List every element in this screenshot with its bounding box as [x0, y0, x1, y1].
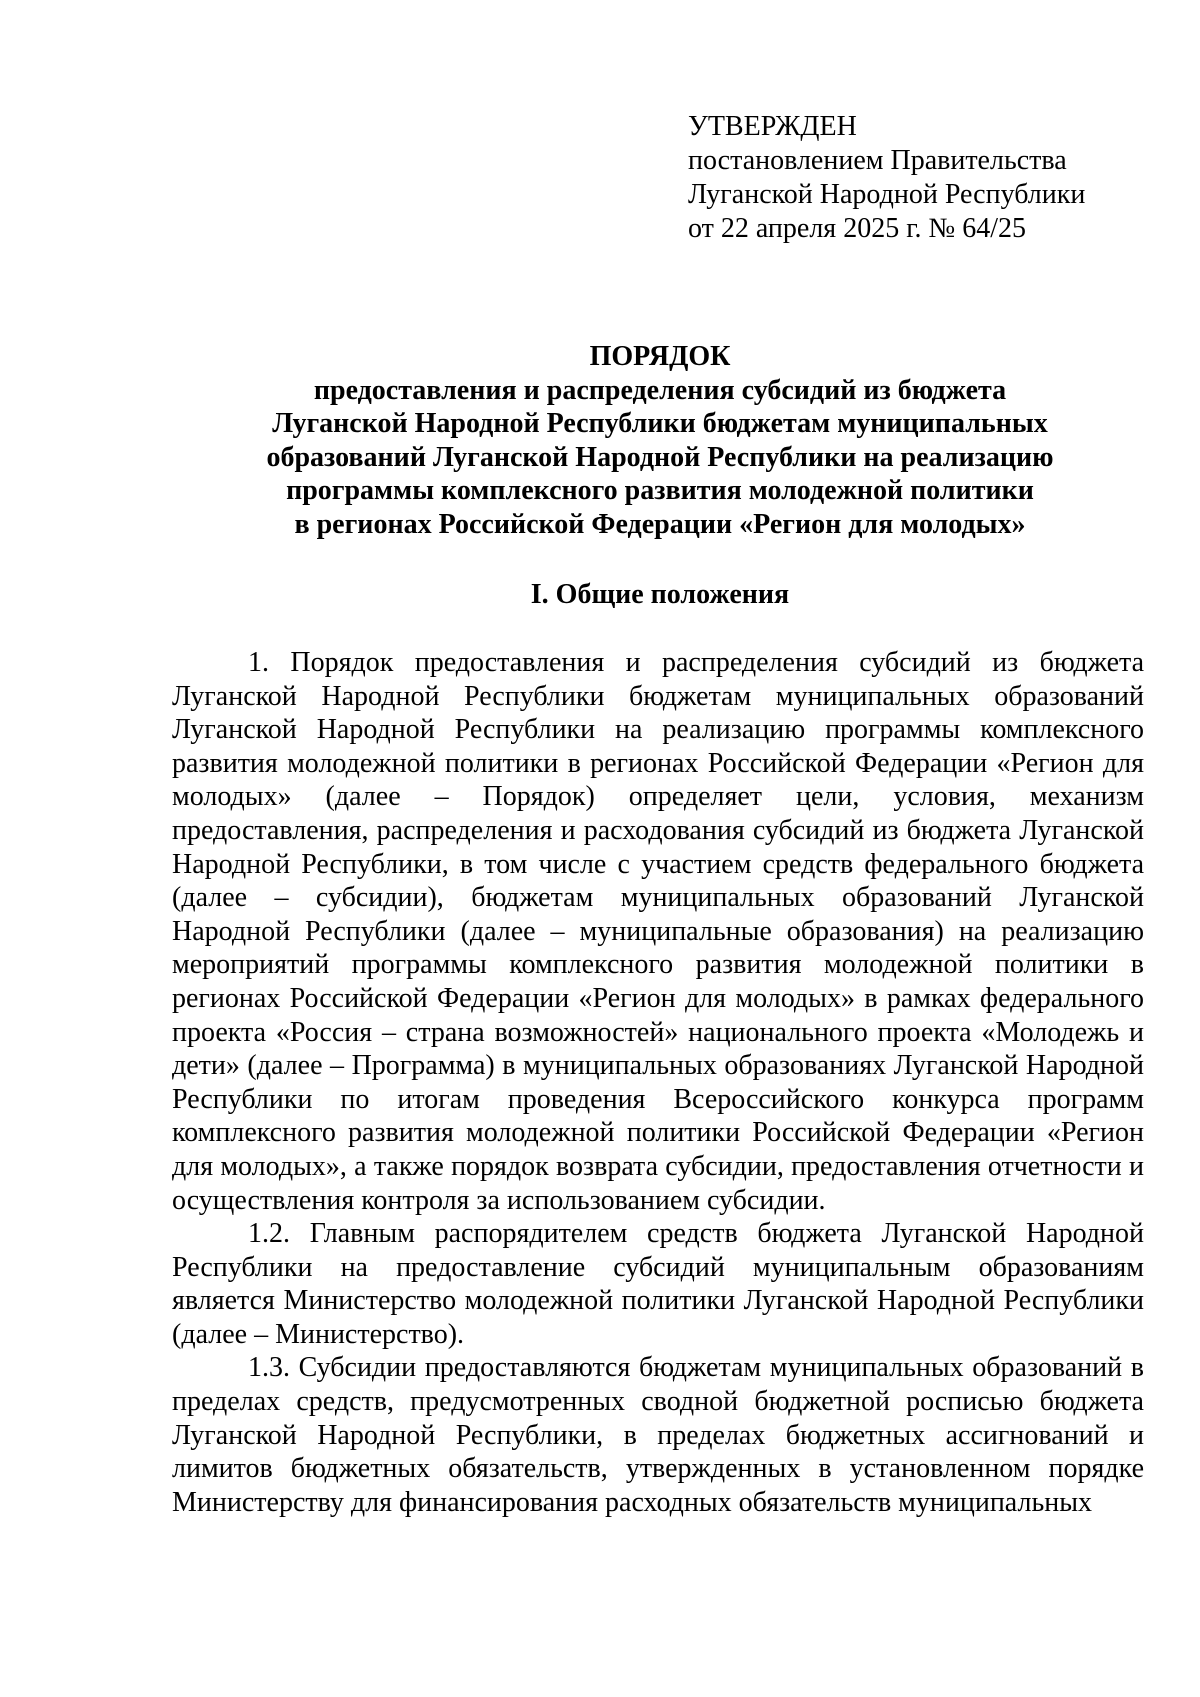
approval-stamp-block	[688, 110, 1168, 246]
paragraph: 1.3. Субсидии предоставляются бюджетам муниципальных образований в пределах средств, предусмотренных сводной бюджетной росписью бюджета Луганской Народной Республики, в пределах бюджетных ассигнований и лимитов бюджетных обязательств, утвержденных в установленном порядке Министерству для финансирования расходных обязательств муниципальных	[172, 1352, 1144, 1518]
document-title	[160, 340, 1160, 541]
title-subtitle-line: Луганской Народной Республики бюджетам муниципальных	[272, 408, 1048, 439]
title-main: ПОРЯДОК	[589, 341, 731, 372]
title-subtitle-line: образований Луганской Народной Республики на реализацию	[266, 441, 1054, 473]
document-body	[172, 646, 1144, 1519]
approval-line: постановлением Правительства	[688, 145, 1067, 176]
approval-line: от 22 апреля 2025 г. № 64/25	[688, 213, 1027, 244]
paragraph: 1. Порядок предоставления и распределения субсидий из бюджета Луганской Народной Республики бюджетам муниципальных образований Луганской Народной Республики на реализацию программы комплексного развития молодежной политики в регионах Российской Федерации «Регион для молодых» (далее – Порядок) определяет цели, условия, механизм предоставления, распределения и расходования субсидий из бюджета Луганской Народной Республики, в том числе с участием средств федерального бюджета (далее – субсидии), бюджетам муниципальных образований Луганской Народной Республики (далее – муниципальные образования) на реализацию мероприятий программы комплексного развития молодежной политики в регионах Российской Федерации «Регион для молодых» в рамках федерального проекта «Россия – страна возможностей» национального проекта «Молодежь и дети» (далее – Программа) в муниципальных образованиях Луганской Народной Республики по итогам проведения Всероссийского конкурса программ комплексного развития молодежной политики Российской Федерации «Регион для молодых», а также порядок возврата субсидии, предоставления отчетности и осуществления контроля за использованием субсидии.	[172, 647, 1144, 1216]
approval-line: УТВЕРЖДЕН	[688, 111, 857, 142]
section-heading: I. Общие положения	[530, 579, 790, 610]
title-subtitle-line: в регионах Российской Федерации «Регион для молодых»	[294, 508, 1026, 540]
approval-line: Луганской Народной Республики	[688, 179, 1086, 210]
title-subtitle-line: программы комплексного развития молодежной политики	[286, 475, 1034, 506]
title-subtitle-line: предоставления и распределения субсидий из бюджета	[313, 374, 1007, 406]
paragraph: 1.2. Главным распорядителем средств бюджета Луганской Народной Республики на предоставление субсидий муниципальным образованиям является Министерство молодежной политики Луганской Народной Республики (далее – Министерство).	[172, 1218, 1144, 1350]
